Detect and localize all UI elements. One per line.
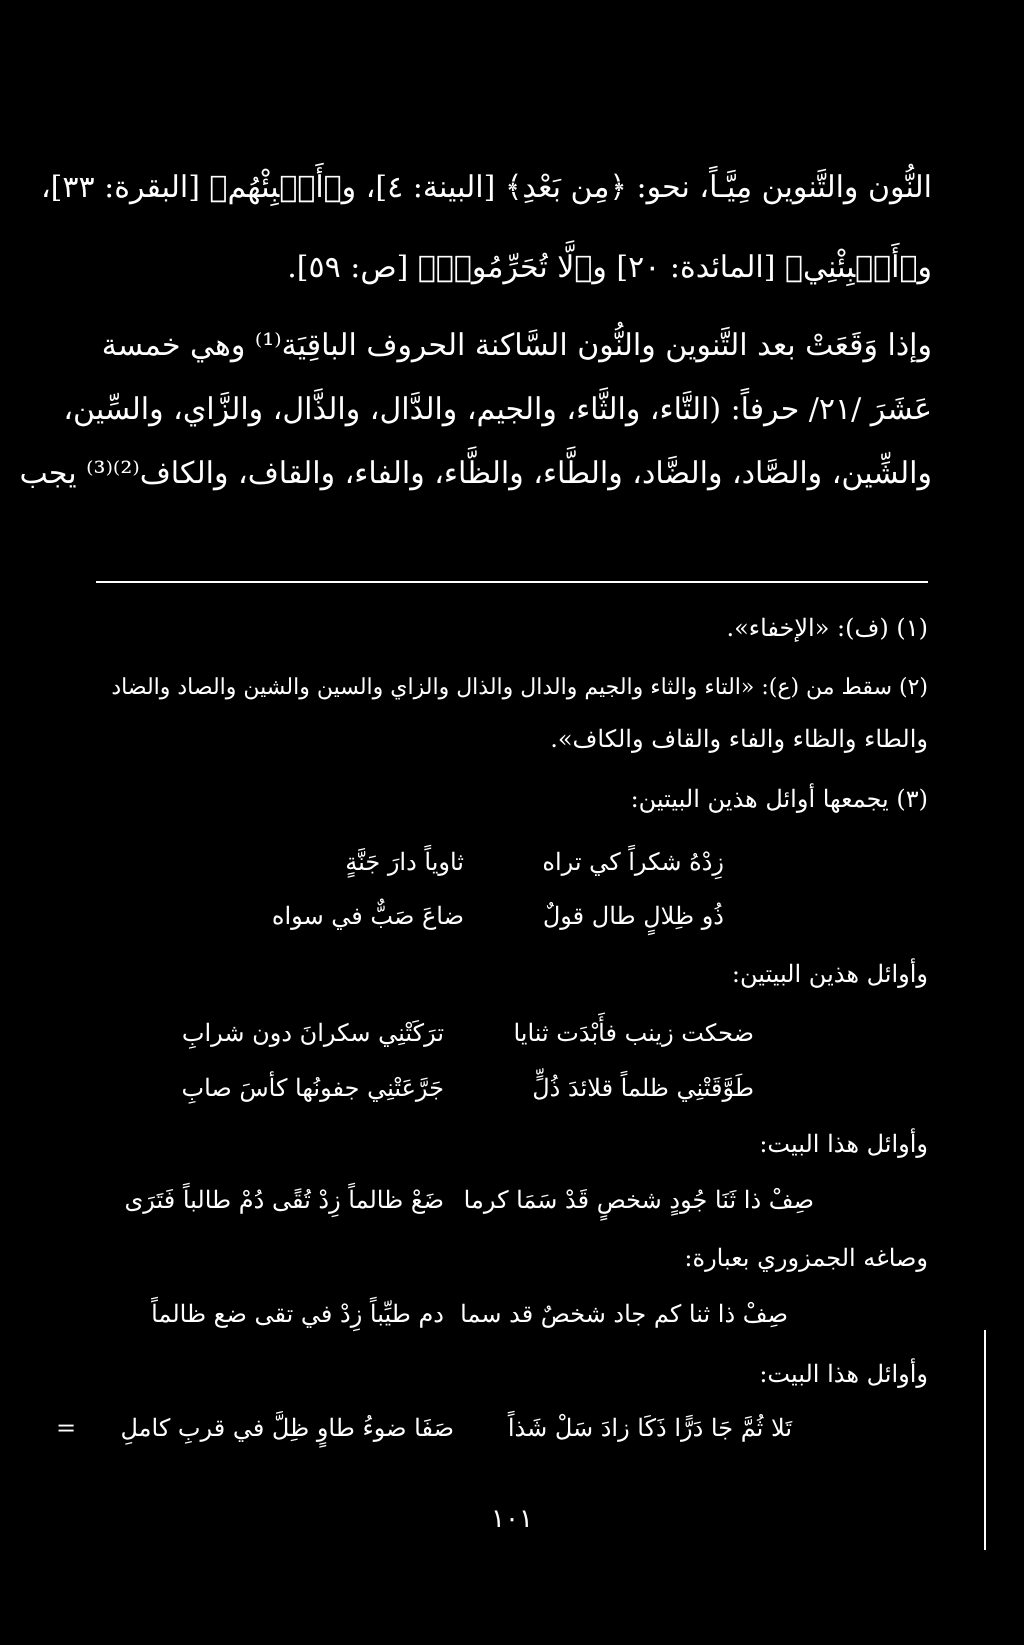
verse-5-right: صِفْ ذا ثَنَا جُودٍ شخصٍ قَدْ سَمَا كرما	[463, 1186, 814, 1214]
verse-5-left: ضَعْ ظالماً زِدْ تُقًى دُمْ طالباً فَتَرَى	[124, 1186, 444, 1214]
verse-2-right: ذُو ظِلالٍ طال قولٌ	[542, 902, 724, 930]
verse-7-right: تَلا ثُمَّ جَا دَرًّا ذَكَا زادَ سَلْ شَذاً	[507, 1414, 792, 1442]
main-text-line-5: والشِّين، والصَّاد، والضَّاد، والطَّاء، والظَّاء، والفاء، والقاف، والكاف⁽²⁾⁽³⁾ يجب	[19, 456, 932, 491]
footnote-3: (٣) يجمعها أوائل هذين البيتين:	[630, 785, 928, 813]
verse-6-right: صِفْ ذا ثنا كم جاد شخصٌ قد سما	[460, 1300, 788, 1328]
footnote-2-line-1: (٢) سقط من (ع): «التاء والثاء والجيم والدال والذال والزاي والسين والشين والصاد والضاد	[111, 675, 928, 700]
verse-1-right: زِدْهُ شكراً كي تراه	[542, 848, 724, 876]
verse-6-left: دم طيِّباً زِدْ في تقى ضع ظالماً	[151, 1300, 444, 1328]
footnote-separator	[96, 581, 928, 583]
continuation-mark: =	[56, 1414, 77, 1442]
verse-4-left: جَرَّعَتْنِي جفونُها كأسَ صابِ	[181, 1074, 444, 1102]
verse-2-left: ضاعَ صَبٌّ في سواه	[271, 902, 464, 930]
main-text-line-4: عَشَرَ /٢١/ حرفاً: (التَّاء، والثَّاء، والجيم، والدَّال، والذَّال، والزَّاي، والسِّين،	[63, 392, 932, 427]
main-text-line-1: النُّون والتَّنوين مِيَّـاً، نحو: ﴿مِن بَعْدِ﴾ [البينة: ٤]، و﴿أَنۢبِئْهُم﴾ [البقرة: ٣٣]،	[40, 170, 932, 205]
footnote-2-line-2: والطاء والظاء والفاء والقاف والكاف».	[550, 725, 928, 753]
footnote-intro-3: وأوائل هذا البيت:	[759, 1130, 928, 1158]
verse-1-left: ثاوياً دارَ جَنَّةٍ	[345, 848, 464, 876]
footnote-1: (١) (ف): «الإخفاء».	[726, 614, 928, 642]
footnote-intro-2: وأوائل هذين البيتين:	[731, 960, 928, 988]
verse-7-left: صَفَا ضوءُ طاوٍ ظِلَّ في قربِ كاملِ	[120, 1414, 454, 1442]
footnote-intro-5: وأوائل هذا البيت:	[759, 1360, 928, 1388]
page-number: ١٠١	[491, 1504, 533, 1534]
main-text-line-2: و﴿أَنۢبِئْنِي﴾ [المائدة: ٢٠] و﴿لَّا تُحَرِّمُوا۟﴾ [ص: ٥٩].	[287, 250, 932, 285]
main-text-line-3: وإذا وَقَعَتْ بعد التَّنوين والنُّون السَّاكنة الحروف الباقِيَة⁽¹⁾ وهي خمسة	[101, 328, 932, 363]
verse-4-right: طَوَّقَتْنِي ظلماً قلائدَ ذُلٍّ	[532, 1074, 754, 1102]
footnote-intro-4: وصاغه الجمزوري بعبارة:	[684, 1244, 928, 1272]
verse-3-left: ترَكَتْنِي سكرانَ دون شرابِ	[181, 1019, 444, 1047]
verse-3-right: ضحكت زينب فأَبْدَت ثنايا	[513, 1019, 754, 1047]
